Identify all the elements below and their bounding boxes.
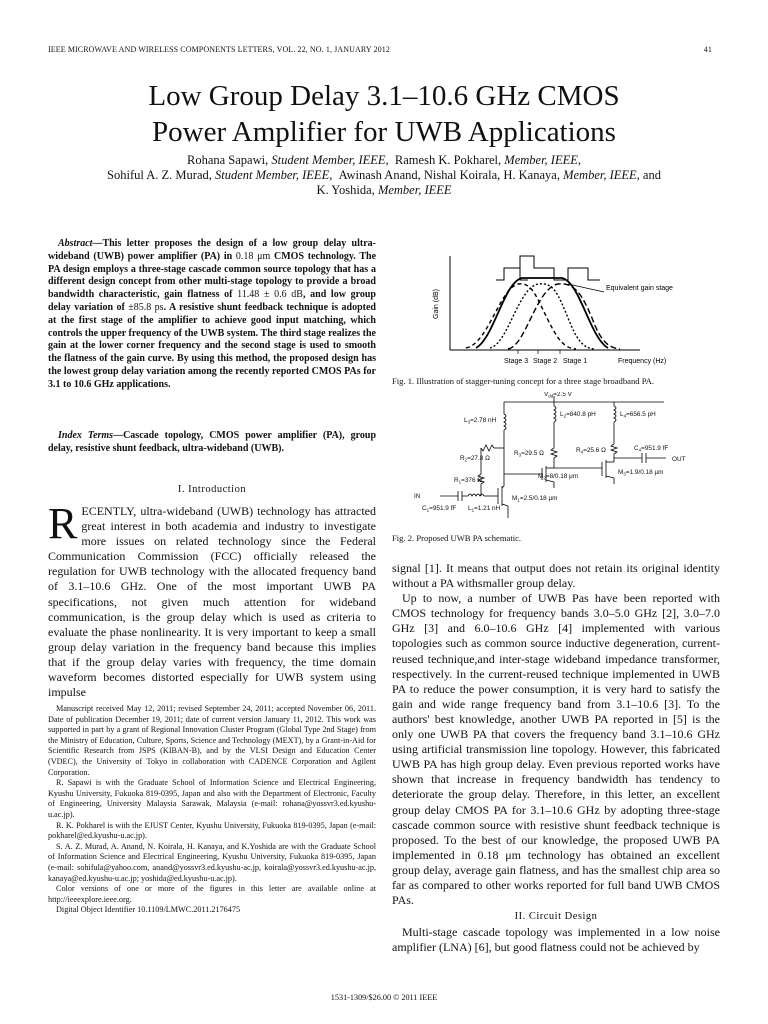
wire bbox=[606, 476, 614, 478]
abstract-delay-variation: ±85.8 ps bbox=[128, 301, 164, 313]
author-line-3 bbox=[40, 183, 728, 198]
curve-stage1 bbox=[508, 284, 620, 349]
m2-label: $M_2=8/0.18$ μm bbox=[538, 473, 579, 481]
index-terms-text: —Cascade topology, CMOS power amplifier (PA), group delay, resistive shunt feedback, ultra-wideband (UWB). bbox=[48, 430, 377, 454]
inductor-l3 bbox=[504, 414, 506, 430]
author-line-1 bbox=[40, 153, 728, 168]
pulse-stage2 bbox=[520, 256, 548, 268]
curve-stage3 bbox=[466, 284, 576, 349]
right-column-text bbox=[392, 561, 720, 955]
title-line-2: Power Amplifier for UWB Applications bbox=[152, 116, 616, 148]
paragraph bbox=[392, 591, 720, 908]
figure-1-stagger-tuning bbox=[408, 248, 718, 368]
abstract-text: . A resistive shunt feedback technique is adopted at the first stage of the amplifier to achieve good input matching, which controls the upper frequency of the UWB system. The third stage realizes the gain at the lower corner frequency and the second stage is used to smooth the flatness of the gain curve. By using this method, the proposed design has the lowest group delay variation among the recently reported CMOS PAs for 3.1 to 10.6 GHz applications. bbox=[48, 301, 376, 390]
out-label: OUT bbox=[672, 456, 686, 463]
figure-2-schematic bbox=[404, 392, 718, 528]
introduction-text bbox=[48, 499, 376, 700]
index-terms-label: Index Terms bbox=[58, 430, 114, 441]
r4-label: $R_4=25.6$ Ω bbox=[576, 447, 606, 455]
abstract-text: , and low group delay variation of bbox=[48, 289, 376, 313]
l1-label: $L_1=1.21$ nH bbox=[468, 505, 501, 513]
author-name: Ramesh K. Pokharel, bbox=[394, 153, 502, 167]
m1-label: $M_1=2.5/0.18$ μm bbox=[512, 495, 558, 503]
paragraph: Multi-stage cascade topology was implemented in a low noise amplifier (LNA) [6], but good flatness could not be achieved by bbox=[392, 925, 720, 955]
c1-label: $C_1=951.9$ fF bbox=[422, 505, 457, 513]
inductor-l1 bbox=[468, 494, 484, 496]
m3-label: $M_3=1.9/0.18$ μm bbox=[618, 469, 664, 477]
author-membership: Member, IEEE bbox=[377, 183, 452, 197]
journal-name: IEEE MICROWAVE AND WIRELESS COMPONENTS LETTERS, VOL. 22, NO. 1, JANUARY 2012 bbox=[48, 45, 390, 54]
r3-label: $R_3=29.5$ Ω bbox=[514, 450, 544, 458]
inductor-l4 bbox=[614, 406, 616, 422]
stage3-label: Stage 3 bbox=[504, 358, 529, 365]
abstract-text: CMOS technology. The PA design employs a three-stage cascade common source topology that has a different design concept from other multi-stage topology to provide a broad bandwidth characteristic, gain flatness of bbox=[48, 250, 377, 301]
copyright-footer: 1531-1309/$26.00 © 2011 IEEE bbox=[330, 993, 438, 1002]
author-membership: Member, IEEE, bbox=[504, 153, 581, 167]
l2-label: $L_2=840.8$ pH bbox=[560, 411, 596, 419]
author-name: Rohana Sapawi, bbox=[186, 153, 269, 167]
c4-label: $C_4=951.9$ fF bbox=[634, 445, 669, 453]
author-membership: Student Member, IEEE, bbox=[271, 153, 389, 167]
author-name: Sohiful A. Z. Murad, bbox=[107, 168, 212, 182]
author-membership: Student Member, IEEE, bbox=[215, 168, 333, 182]
abstract-text: —This letter proposes the design of a low group delay ultra-wideband (UWB) power amplifier (PA) in bbox=[48, 238, 376, 262]
footnote: Manuscript received May 12, 2011; revised September 24, 2011; accepted November 06, 2011. Date of publication December 19, 2011; date of current version January 11, 2012. This work was supported in part by a grant of Regional Innovation Cluster Program (Global Type 2nd Stage) from the Ministry of Education, Culture, Sports, Science and Technology (MEXT), by a Grant-in-Aid for Scientific Research from JSPS (KIBAN-B), and by the VLSI Design and Education Center (VDEC), the University of Tokyo in collaboration with CADENCE Corporation and Agilent Corporation. bbox=[48, 704, 376, 777]
paragraph: signal [1]. It means that output does not retain its original identity without a PA withsmaller group delay. bbox=[392, 561, 720, 591]
author-list bbox=[40, 153, 728, 198]
footnote: R. K. Pokharel is with the EJUST Center, Kyushu University, Fukuoka 819-0395, Japan (e-mail: pokharel@ed.kyushu-u.ac.jp). bbox=[48, 820, 376, 841]
paragraph-text: Up to now, a number of UWB Pas have been reported with CMOS technology for frequency bands 3.0–5.0 GHz [2], 3.0–7.0 GHz [3] and 6.0–10.6 GHz [4] implemented with various topologies such as common source inductive degeneration, current-reused technique,and inter-stage wideband impedance transformer, respectively. In the current-reused technique implemented in UWB PA to reduce the power consumption, it is very hard to satisfy the gain and wide range frequency band from 3.1–10.6 [3]. To the authors' best knowledge, another UWB PA reported in [5] is the only one UWB PA that covers the frequency band 3.1–10.6 GHz using artificial transmission line topology. However, this fabricated UWB PA has high group delay. Even previous reported works have shown that increase in frequency bandwidth has tendency to deteriorate the group delay. Therefore, in this letter, an excellent group delay CMOS PA for 3.1–10.6 GHz by adopting three-stage cascade common source with resistive shunt feedback technique is proposed. To the best of our knowledge, the proposed UWB PA implemented in bbox=[392, 591, 720, 862]
footnote: Digital Object Identifier 10.1109/LMWC.2011.2176475 bbox=[56, 905, 241, 915]
resistor-r4 bbox=[611, 444, 617, 454]
introduction-paragraph: ECENTLY, ultra-wideband (UWB) technology has attracted great interest in both academia and industry to investigate more issues on related technology since the Federal Communication Commission (FCC) officially released the regulation for UWB technology with the allocated frequency band of 3.1–10.6 GHz. One of the most important UWB PA specifications, not given much attention for wideband communication, is the group delay which is used as criteria to evaluate the phase nonlinearity. It is very important to keep a small group delay variation in the frequency band because this implies that if the group delay varies with frequency, the time domain waveform becomes distorted especially for UWB system using impulse bbox=[48, 504, 376, 700]
index-terms bbox=[48, 430, 376, 456]
x-axis-label: Frequency (Hz) bbox=[618, 358, 667, 365]
abstract-tech-node: 0.18 μm bbox=[235, 250, 271, 262]
footnote: S. A. Z. Murad, A. Anand, N. Koirala, H. Kanaya, and K.Yoshida are with the Graduate School of Information Science and Electrical Engineering, Kyushu University, Fukuoka 819-0395, Japan (e-mail: sohifula@yahoo.com, anand@yossvr3.ed.kyushu-ac.jp, koirala@yossvr3.ed.kyushu-ac.jp, kanaya@ed.kyushu-u.ac.jp; yoshida@ed.kyushu-u.ac.jp). bbox=[48, 841, 376, 883]
author-name: K. Yoshida, bbox=[316, 183, 375, 197]
title-line-1: Low Group Delay 3.1–10.6 GHz CMOS bbox=[148, 80, 620, 112]
resistor-r3 bbox=[551, 448, 557, 458]
section-heading: I. Introduction bbox=[177, 484, 247, 495]
stage1-label: Stage 1 bbox=[563, 358, 588, 365]
paper-title bbox=[60, 78, 708, 150]
wire bbox=[546, 480, 554, 482]
figure-1-caption: Fig. 1. Illustration of stagger-tuning concept for a three stage broadband PA. bbox=[392, 376, 655, 386]
in-label: IN bbox=[414, 493, 421, 500]
figure-2-caption: Fig. 2. Proposed UWB PA schematic. bbox=[392, 533, 522, 543]
stage2-label: Stage 2 bbox=[533, 358, 558, 365]
running-header bbox=[48, 45, 712, 54]
r1-label: $R_1=376$ Ω bbox=[454, 477, 483, 485]
l4-label: $L_4=656.5$ pH bbox=[620, 411, 656, 419]
legend-label: Equivalent gain stage bbox=[606, 285, 673, 292]
abstract-gain-flatness: 11.48 ± 0.6 dB bbox=[237, 289, 303, 301]
author-conjunction: and bbox=[642, 168, 661, 182]
abstract-label: Abstract bbox=[58, 238, 93, 249]
wire bbox=[502, 504, 508, 506]
y-axis-label: Gain (dB) bbox=[433, 289, 440, 319]
vdd-label: $V_{dd}=2.5$ V bbox=[544, 392, 572, 399]
paragraph-text: technology has obtained an excellent group delay, average gain flatness, and has the smallest chip area so far as compared to other works reported for full band UWB CMOS PAs. bbox=[392, 847, 720, 908]
author-name: Awinash Anand, Nishal Koirala, H. Kanaya, bbox=[338, 168, 560, 182]
resistor-r2 bbox=[481, 445, 494, 451]
page-number: 41 bbox=[703, 45, 712, 54]
l3-label: $L_3=2.78$ nH bbox=[464, 417, 497, 425]
footnote: R. Sapawi is with the Graduate School of Information Science and Electrical Engineering, Kyushu University, Fukuoka 819-0395, Japan and also with the Department of Electronic, Faculty of Engineering, University Malaysia Sarawak, Malaysia (e-mail: rohana@yossvr3.ed.kyushu-u.ac.jp). bbox=[48, 778, 376, 819]
drop-cap: R bbox=[48, 499, 78, 548]
author-line-2 bbox=[40, 168, 728, 183]
footnote: Color versions of one or more of the figures in this letter are available online at http://ieeexplore.ieee.org. bbox=[48, 884, 376, 904]
section-heading: II. Circuit Design bbox=[514, 911, 598, 923]
footnotes bbox=[48, 704, 376, 916]
tech-node: 0.18 μm bbox=[477, 847, 521, 862]
r2-label: $R_2=27.8$ Ω bbox=[460, 455, 490, 463]
author-membership: Member, IEEE, bbox=[563, 168, 640, 182]
abstract bbox=[48, 238, 376, 392]
inductor-l2 bbox=[554, 406, 556, 422]
